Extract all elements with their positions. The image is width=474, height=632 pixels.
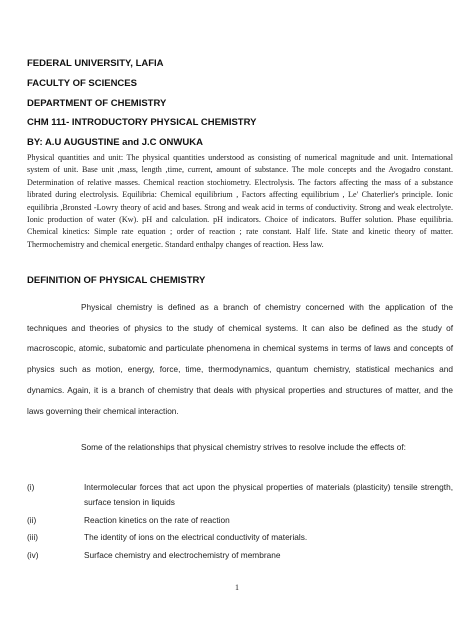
list-item-text: The identity of ions on the electrical conductivity of materials.	[84, 532, 308, 543]
effects-list	[27, 480, 453, 565]
list-item	[27, 513, 453, 528]
list-item	[27, 480, 453, 510]
definition-paragraph: Physical chemistry is defined as a branch of chemistry concerned with the application of the techniques and theories of physics to the study of chemical systems. It can also be defined as the study of macroscopic, atomic, subatomic and particulate phenomena in chemical systems in terms of laws and concepts of physics such as motion, energy, force, time, thermodynamics, quantum chemistry, statistical mechanics and dynamics. Again, it is a branch of chemistry that deals with physical properties and structures of matter, and the laws governing their chemical interaction.	[27, 302, 453, 416]
section-heading: DEFINITION OF PHYSICAL CHEMISTRY	[27, 275, 206, 286]
relationships-intro-paragraph: Some of the relationships that physical chemistry strives to resolve include the effects of:	[81, 442, 406, 452]
department-name: DEPARTMENT OF CHEMISTRY	[27, 98, 167, 109]
list-item	[27, 548, 453, 563]
list-item-number: (i)	[27, 482, 35, 492]
list-item-text: Reaction kinetics on the rate of reaction	[84, 514, 230, 525]
list-item-text: Surface chemistry and electrochemistry of membrane	[84, 549, 281, 560]
list-item-number: (iii)	[27, 532, 39, 543]
authors: BY: A.U AUGUSTINE and J.C ONWUKA	[27, 137, 203, 148]
course-title: CHM 111- INTRODUCTORY PHYSICAL CHEMISTRY	[27, 117, 257, 128]
list-item-number: (iv)	[27, 549, 39, 560]
course-abstract: Physical quantities and unit: The physical quantities understood as consisting of numerical magnitude and unit. International system of unit. Base unit ,mass, length ,time, current, amount of substance. The mole concepts and the Avogadro constant. Determination of relative masses. Chemical reaction stochiometry. Electrolysis. The factors affecting the mass of a substance librated during electrolysis. Equilibria: Chemical equilibrium , Factors affecting equilibrium , Le' Chaterlier's principle. Ionic equilibria ,Bronsted -Lowry theory of acid and bases. Strong and weak acid in terms of conductivity. Strong and weak electrolyte. Ionic production of water (Kw). pH and calculation. pH indicators. Choice of indicators. Buffer solution. Phase equilibria. Chemical kinetics: Simple rate equation ; order of reaction ; rate constant. Half life. State and kinetic theory of matter. Thermochemistry and chemical energetic. Standard enthalpy changes of reaction. Hess law.	[27, 153, 453, 249]
list-item-number: (ii)	[27, 514, 37, 525]
list-item	[27, 530, 453, 545]
page-number: 1	[235, 583, 239, 592]
university-name: FEDERAL UNIVERSITY, LAFIA	[27, 58, 164, 69]
list-item-text: Intermolecular forces that act upon the physical properties of materials (plasticity) tensile strength, surface tension in liquids	[84, 482, 453, 507]
faculty-name: FACULTY OF SCIENCES	[27, 78, 137, 89]
